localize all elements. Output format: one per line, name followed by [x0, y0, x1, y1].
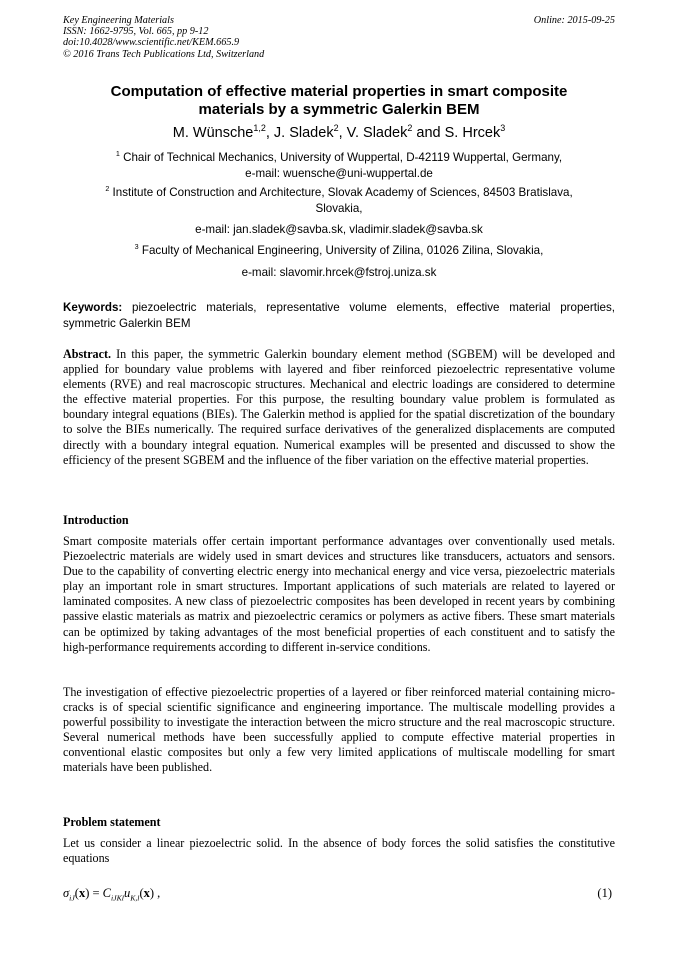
equation-symbol: σ — [63, 886, 70, 900]
author-list — [63, 123, 615, 143]
affiliation-number: 2 — [105, 184, 110, 194]
affiliation-3 — [63, 243, 615, 259]
equation-paren: ( — [74, 886, 79, 900]
keywords-block — [63, 300, 615, 331]
keywords-label: Keywords: — [63, 301, 123, 314]
keywords-text: piezoelectric materials, representative volume elements, effective material properties, symmetric Galerkin BEM — [63, 301, 615, 330]
author-name: J. Sladek — [273, 125, 334, 141]
equation-vector: x — [78, 886, 86, 900]
equation-1 — [63, 883, 615, 903]
issn-line: ISSN: 1662-9795, Vol. 665, pp 9-12 — [63, 26, 209, 38]
abstract-label: Abstract. — [63, 347, 112, 361]
equation-paren: ) — [85, 886, 90, 900]
equation-number: (1) — [597, 886, 612, 900]
affiliation-number: 1 — [115, 149, 120, 159]
author-affiliation-mark: 2 — [333, 123, 339, 134]
author-name: V. Sladek — [346, 125, 408, 141]
author-affiliation-mark: 2 — [407, 123, 413, 134]
equation-equals: = — [89, 886, 103, 900]
journal-name: Key Engineering Materials — [63, 15, 174, 26]
equation-symbol: u — [123, 886, 131, 900]
introduction-paragraph-2: The investigation of effective piezoelectric properties of a layered or fiber reinforced material containing micro-cracks is of special scientific significance and engineering importance. The multiscale modelling provides a powerful possibility to investigate the interaction between the micro structure and the real macroscopic structure. Several numerical methods have been successfully applied to compute effective material properties in conventional elastic composites but only a few very limited applications of multiscale modelling for smart materials have been published. — [63, 685, 615, 775]
copyright-line: © 2016 Trans Tech Publications Ltd, Switzerland — [63, 48, 265, 60]
author-separator: , — [265, 125, 274, 141]
affiliation-1 — [63, 150, 615, 181]
section-heading-problem-statement: Problem statement — [63, 815, 161, 829]
author-name: S. Hrcek — [444, 125, 501, 141]
section-heading-introduction: Introduction — [63, 513, 129, 527]
author-name: M. Wünsche — [172, 125, 254, 141]
title-line-2: materials by a symmetric Galerkin BEM — [198, 101, 480, 118]
author-separator: , — [338, 125, 347, 141]
equation-subscript: iJKl — [111, 893, 124, 903]
equation-trail: , — [154, 886, 161, 900]
affiliation-address-cont: Slovakia, — [315, 201, 363, 215]
author-affiliation-mark: 1,2 — [253, 123, 266, 134]
affiliation-address: $^1$ Chair of Technical Mechanics, University of Wuppertal, D-42119 Wuppertal, Germany, — [115, 149, 563, 164]
author-affiliation-mark: 3 — [500, 123, 506, 134]
equation-vector: x — [143, 886, 150, 900]
paper-title — [63, 83, 615, 119]
equation-subscript: iJ — [69, 893, 75, 903]
doi-line: doi:10.4028/www.scientific.net/KEM.665.9 — [63, 37, 240, 49]
abstract-text: In this paper, the symmetric Galerkin boundary element method (SGBEM) will be developed and applied for boundary value problems with layered and fiber reinforced piezoelectric representative volume elements (RVE) and real macroscopic structures. Mechanical and electric loadings are considered to determine the effective material properties. For this purpose, the resulting boundary value problem is formulated as boundary integral equations (BIEs). The Galerkin method is applied for the spatial discretization of the boundary to solve the BIEs numerically. The required surface derivatives of the generalized displacements are computed directly with a boundary integral equation. Numerical examples will be presented and discussed to show the efficiency of the present SGBEM and the influence of the fiber variation on the effective material properties. — [63, 347, 615, 467]
title-line-1: Computation of effective material properties in smart composite — [110, 83, 568, 100]
equation-paren: ) — [149, 886, 155, 900]
equation-subscript: K,l — [130, 893, 140, 903]
affiliation-email: e-mail: wuensche@uni-wuppertal.de — [245, 166, 433, 180]
author-separator: and — [412, 125, 445, 141]
online-date: Online: 2015-09-25 — [533, 15, 615, 26]
introduction-paragraph-1: Smart composite materials offer certain important performance advantages over conventionally used metals. Piezoelectric materials are widely used in smart devices and structures like transducers, actuators and sensors. Due to the capability of converting electric energy into mechanical energy and vice versa, piezoelectric materials play an important role in smart structures. Important applications of such materials are related to layered or laminated composites. A new class of piezoelectric composites has been developed in recent years by combining passive elastic materials as matrix and piezoelectric ceramics or polymers as active fibers. These smart materials can be optimized by taking advantages of the most beneficial properties of each constituent and to satisfy the high-performance requirements according to different in-service conditions. — [63, 534, 615, 654]
journal-header — [63, 15, 615, 60]
affiliation-address: $^3$ Faculty of Mechanical Engineering, University of Zilina, 01026 Zilina, Slovakia, — [134, 242, 544, 257]
affiliation-number: 3 — [134, 242, 139, 252]
abstract-block — [63, 347, 615, 468]
affiliation-3-email: e-mail: slavomir.hrcek@fstroj.uniza.sk — [241, 266, 437, 279]
affiliation-address: $^2$ Institute of Construction and Architecture, Slovak Academy of Sciences, 84503 Bratislava, — [105, 184, 573, 199]
problem-paragraph-1: Let us consider a linear piezoelectric solid. In the absence of body forces the solid satisfies the constitutive equations — [63, 836, 615, 866]
equation-symbol: C — [102, 886, 112, 900]
affiliation-2 — [63, 185, 615, 216]
affiliation-2-email: e-mail: jan.sladek@savba.sk, vladimir.sladek@savba.sk — [195, 223, 483, 236]
equation-paren: ( — [139, 886, 144, 900]
